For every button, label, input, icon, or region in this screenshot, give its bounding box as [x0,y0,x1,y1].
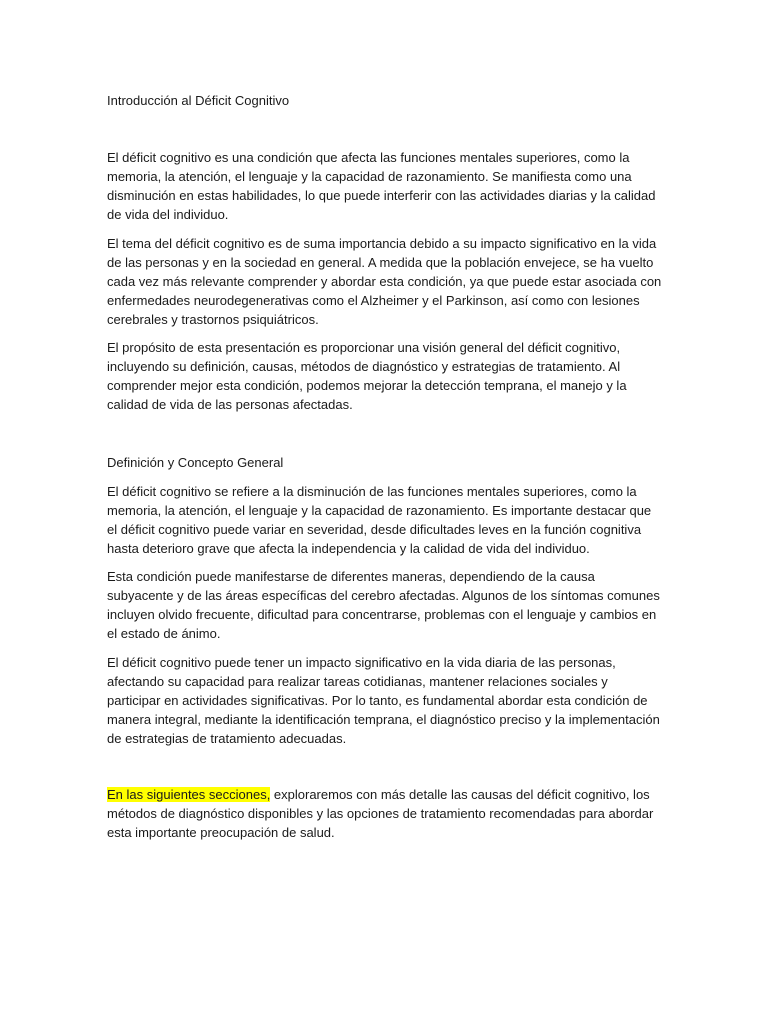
closing-paragraph [107,785,663,842]
intro-paragraph-3: El propósito de esta presentación es proporcionar una visión general del déficit cognitivo, incluyendo su definición, causas, métodos de diagnóstico y estrategias de tratamiento. Al comprender mejor esta condición, podemos mejorar la detección temprana, el manejo y la calidad de vida de las personas afectadas. [107,340,627,412]
definition-paragraph-3: El déficit cognitivo puede tener un impacto significativo en la vida diaria de las personas, afectando su capacidad para realizar tareas cotidianas, mantener relaciones sociales y participar en actividades significativas. Por lo tanto, es fundamental abordar esta condición de manera integral, mediante la identificación temprana, el diagnóstico preciso y la implementación de estrategias de tratamiento adecuadas. [107,655,660,746]
heading-definicion: Definición y Concepto General [107,455,284,470]
highlighted-text: En las siguientes secciones, [107,787,271,802]
closing-text: exploraremos con más detalle las causas del déficit cognitivo, los métodos de diagnóstico disponibles y las opciones de tratamiento recomendadas para abordar esta importante preocupación de salud. [107,787,654,840]
intro-paragraph-1: El déficit cognitivo es una condición que afecta las funciones mentales superiores, como la memoria, la atención, el lenguaje y la capacidad de razonamiento. Se manifiesta como una disminución en estas habilidades, lo que puede interferir con las actividades diarias y la calidad de vida del individuo. [107,150,656,222]
intro-paragraph-2: El tema del déficit cognitivo es de suma importancia debido a su impacto significativo en la vida de las personas y en la sociedad en general. A medida que la población envejece, se ha vuelto cada vez más relevante comprender y abordar esta condición, ya que puede estar asociada con enfermedades neurodegenerativas como el Alzheimer y el Parkinson, así como con lesiones cerebrales y trastornos psiquiátricos. [107,236,662,327]
definition-paragraph-2: Esta condición puede manifestarse de diferentes maneras, dependiendo de la causa subyacente y de las áreas específicas del cerebro afectadas. Algunos de los síntomas comunes incluyen olvido frecuente, dificultad para concentrarse, problemas con el lenguaje y cambios en el estado de ánimo. [107,569,660,641]
heading-introduccion: Introducción al Déficit Cognitivo [107,93,290,108]
definition-paragraph-1: El déficit cognitivo se refiere a la disminución de las funciones mentales superiores, como la memoria, la atención, el lenguaje y la capacidad de razonamiento. Es importante destacar que el déficit cognitivo puede variar en severidad, desde dificultades leves en la función cognitiva hasta deterioro grave que afecta la independencia y la calidad de vida del individuo. [107,484,652,556]
